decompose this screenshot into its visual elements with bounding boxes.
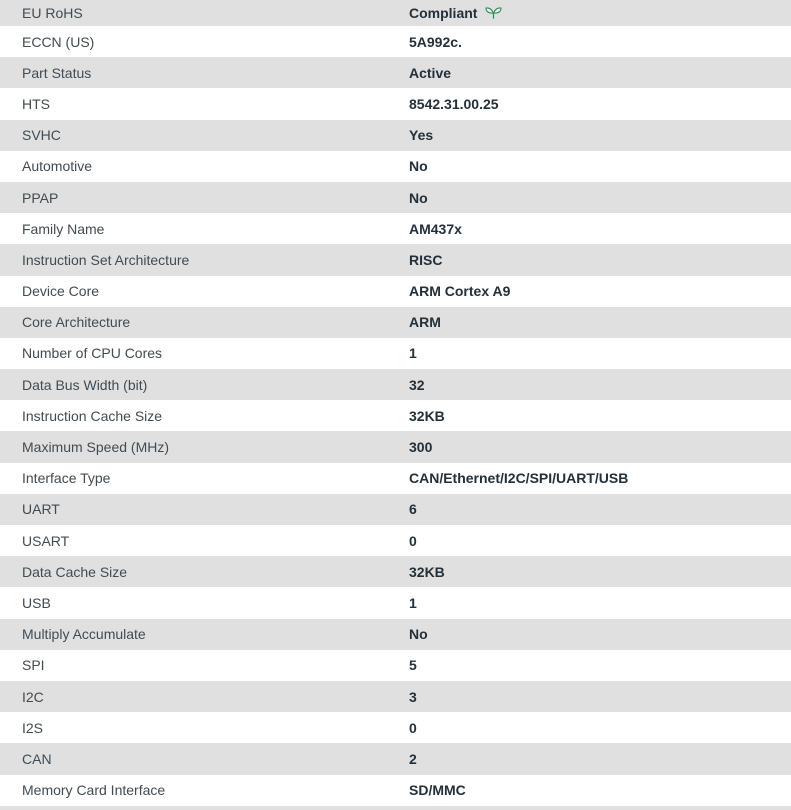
attribute-value — [409, 5, 791, 21]
attribute-label: Data Cache Size — [22, 563, 128, 580]
attribute-value — [409, 345, 791, 361]
attribute-value — [409, 158, 791, 174]
table-row — [0, 463, 791, 494]
attribute-value — [409, 626, 791, 642]
table-row — [0, 57, 791, 88]
attribute-value-text: Active — [409, 64, 452, 81]
attribute-value-text: No — [409, 158, 428, 175]
table-row — [0, 276, 791, 307]
attribute-value — [409, 190, 791, 206]
table-row — [0, 712, 791, 743]
table-row — [0, 213, 791, 244]
attribute-value — [409, 408, 791, 424]
attribute-value-text: 0 — [409, 532, 417, 549]
table-row — [0, 400, 791, 431]
attribute-label: Memory Card Interface — [22, 782, 166, 799]
attribute-label: Interface Type — [22, 470, 111, 487]
attribute-label: HTS — [22, 95, 50, 112]
table-row — [0, 775, 791, 806]
attribute-label: Number of CPU Cores — [22, 345, 163, 362]
table-row — [0, 650, 791, 681]
attribute-label: SVHC — [22, 127, 61, 144]
attribute-value — [409, 689, 791, 705]
attribute-value-text: 32KB — [409, 407, 445, 424]
next-row-partial — [0, 806, 791, 810]
table-row — [0, 681, 791, 712]
attribute-value — [409, 127, 791, 143]
attribute-label: Family Name — [22, 220, 105, 237]
attribute-value — [409, 221, 791, 237]
table-row — [0, 0, 791, 26]
attribute-value — [409, 65, 791, 81]
attribute-label: Maximum Speed (MHz) — [22, 439, 170, 456]
attribute-value — [409, 782, 791, 798]
table-row — [0, 338, 791, 369]
attribute-label: Device Core — [22, 283, 100, 300]
table-row — [0, 182, 791, 213]
attribute-label: PPAP — [22, 189, 59, 206]
table-row — [0, 619, 791, 650]
attribute-label: ECCN (US) — [22, 33, 95, 50]
attribute-value-text: 0 — [409, 719, 417, 736]
attribute-label: EU RoHS — [22, 5, 83, 21]
attribute-label: USB — [22, 594, 51, 611]
attribute-label: UART — [22, 501, 60, 518]
table-row — [0, 307, 791, 338]
table-row — [0, 88, 791, 119]
attribute-value — [409, 470, 791, 486]
attribute-value — [409, 283, 791, 299]
attribute-value-text: 2 — [409, 750, 417, 767]
attribute-value-text: 32KB — [409, 563, 445, 580]
attribute-value — [409, 377, 791, 393]
attribute-value — [409, 533, 791, 549]
attribute-label: Instruction Set Architecture — [22, 251, 190, 268]
leaf-icon — [485, 6, 502, 20]
attribute-value-text: 300 — [409, 439, 433, 456]
attribute-value-text: 5 — [409, 657, 417, 674]
table-row — [0, 587, 791, 618]
attribute-value-text: SD/MMC — [409, 782, 466, 799]
attribute-label: CAN — [22, 750, 52, 767]
attribute-label: I2C — [22, 688, 44, 705]
table-row — [0, 26, 791, 57]
attribute-value-text: Compliant — [409, 5, 478, 21]
attribute-value-text: 1 — [409, 594, 417, 611]
table-row — [0, 120, 791, 151]
attribute-value — [409, 657, 791, 673]
attribute-value-text: 32 — [409, 376, 425, 393]
table-row — [0, 369, 791, 400]
table-row — [0, 151, 791, 182]
attribute-label: Part Status — [22, 64, 92, 81]
attribute-value — [409, 595, 791, 611]
attribute-label: Automotive — [22, 158, 93, 175]
table-row — [0, 556, 791, 587]
value-icon-slot — [485, 6, 502, 20]
table-row — [0, 494, 791, 525]
attribute-value-text: 5A992c. — [409, 33, 462, 50]
attribute-value-text: RISC — [409, 251, 443, 268]
attribute-value-text: ARM — [409, 314, 441, 331]
attribute-value — [409, 34, 791, 50]
attribute-label: Data Bus Width (bit) — [22, 376, 148, 393]
attribute-label: Core Architecture — [22, 314, 131, 331]
attribute-value-text: No — [409, 189, 428, 206]
attribute-value — [409, 314, 791, 330]
attribute-value — [409, 564, 791, 580]
attribute-label: I2S — [22, 719, 44, 736]
attribute-label: Instruction Cache Size — [22, 407, 163, 424]
attribute-value-text: ARM Cortex A9 — [409, 283, 511, 300]
attribute-value — [409, 96, 791, 112]
attribute-value — [409, 252, 791, 268]
table-row — [0, 525, 791, 556]
attribute-value-text: 1 — [409, 345, 417, 362]
attribute-value — [409, 439, 791, 455]
attribute-label: SPI — [22, 657, 45, 674]
attribute-label: Multiply Accumulate — [22, 626, 146, 643]
attribute-label: USART — [22, 532, 70, 549]
attribute-value-text: CAN/Ethernet/I2C/SPI/UART/USB — [409, 470, 629, 487]
table-row — [0, 743, 791, 774]
table-row — [0, 244, 791, 275]
attribute-value-text: 3 — [409, 688, 417, 705]
attribute-value-text: AM437x — [409, 220, 462, 237]
attribute-value — [409, 751, 791, 767]
attribute-value-text: Yes — [409, 127, 434, 144]
table-row — [0, 431, 791, 462]
attribute-value-text: No — [409, 626, 428, 643]
attribute-value-text: 8542.31.00.25 — [409, 95, 499, 112]
attribute-value — [409, 501, 791, 517]
attribute-value-text: 6 — [409, 501, 417, 518]
attribute-value — [409, 720, 791, 736]
